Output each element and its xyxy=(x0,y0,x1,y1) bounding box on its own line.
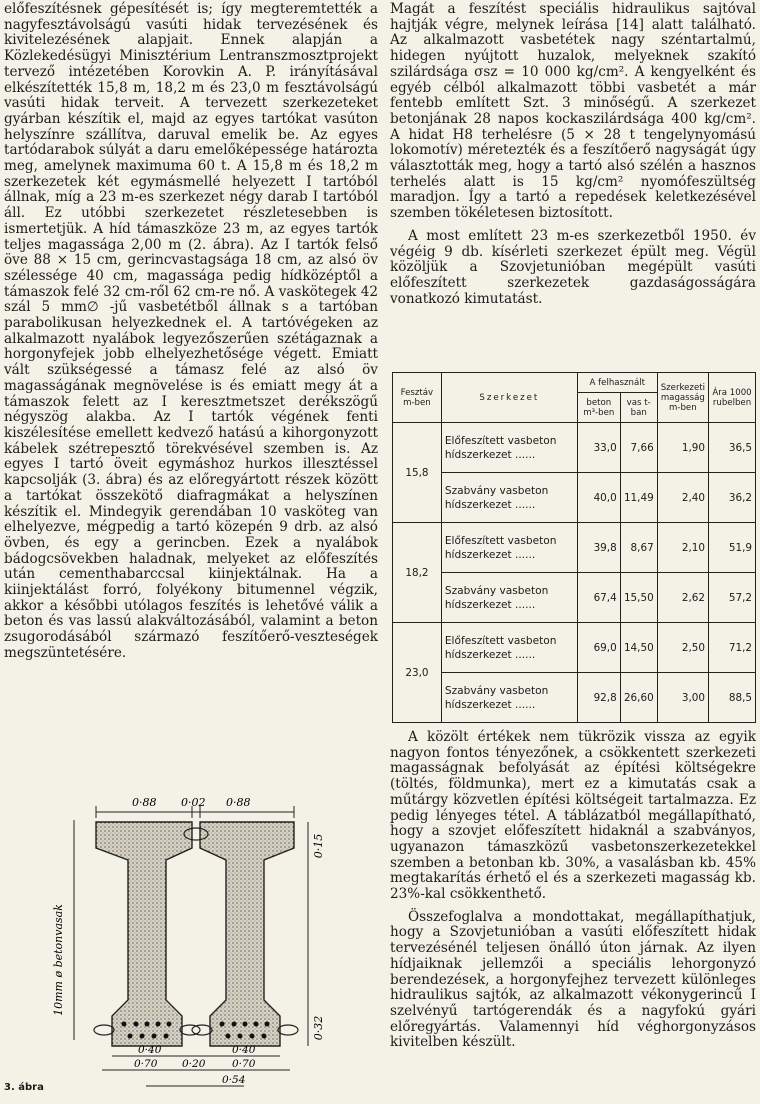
height-cell: 2,62 xyxy=(657,573,708,623)
left-paragraph: előfeszítésnek gépesítését is; így megteremtették a nagyfesztávolságú vasúti hidak tervezésének és kivitelezésének alapjait. Ennek alapján a Közlekedésügyi Minisztérium Lentranszmosztprojekt tervező intézetében Korovkin A. P. irányításával elkészítették 15,8 m, 18,2 m és 23,0 m fesztávolságú vasúti hidak terveit. A tervezett szerkezeteket gyárban készítik el, majd az egyes tartókat vasúton helyszínre szállítva, daruval emelik be. Az egyes tartódarabok súlyát a daru emelőképessége határozta meg, amelynek maximuma 60 t. A 15,8 m és 18,2 m szerkezetek két egymásmellé helyezett I tartóból állnak, míg a 23 m-es szerkezet négy darab I tartóból áll. Ez utóbbi szerkezetet részletesebben is ismertetjük. A híd támaszköze 23 m, az egyes tartók teljes magassága 2,00 m (2. ábra). Az I tartók felső öve 88 × 15 cm, gerincvastagsága 18 cm, az alsó öv szélessége 40 cm, magassága pedig hídközéptől a támaszok felé 32 cm-ről 62 cm-re nő. A vaskötegek 42 szál 5 mm∅ -jű vasbetétből állnak s a tartóban parabolikusan helyezkednek el. A tartóvégeken az alkalmazott nyalábok legyezőszerűen szétágaznak a horgonyfejek jobb elhelyezhetősége végett. Emiatt vált szükségessé a támasz felé az alsó öv magasságának megnövelése is és emiatt megy át a támaszok felett az I keresztmetszet derékszögű négyszög alakba. Az I tartók végének fenti kiszélesítése emellett kedvező hatású a kihorgonyzott kábelek szétrepesztő törekvésével szemben is. Az egyes I tartó öveit egymáshoz hurkos illesztéssel kapcsolják (3. ábra) és az előregyártott részek között a tartókat összekötő diafragmákat a helyszínen készítik el. Mindegyik gerendában 10 vasköteg van elhelyezve, mégpedig a tartó közepén 9 drb. az alsó övben, és egy a gerincben. Ezek a nyalábok bádogcsövekben haladnak, melyeket az előfeszítés után cementhabarccsal kiinjektálnak. Ha a kiinjektálást forró, folyékony bitumennel végzik, akkor a későbbi utólagos feszítés is lehetővé válik a beton és vas lassú alakváltozásából, valamint a beton zsugorodásából származó feszítőerő-veszteségek megszüntetésére. xyxy=(4,1,378,661)
conclusion-paragraph-1: A közölt értékek nem tükrözik vissza az egyik nagyon fontos tényezőnek, a csökkentett szerkezeti magasságnak befolyását az építési költségekre (töltés, földmunka), mert ez a kimutatás csak a műtárgy közvetlen építési költségeit tartalmazza. Ez pedig lényeges tétel. A táblázatból megállapítható, hogy a szovjet előfeszített hidaknál a szabványos, ugyanazon támaszközű vasbetonszerkezetekkel szemben a betonban kb. 30%, a vasalásban kb. 45% megtakarítás érhető el és a szerkezeti magasság kb. 23%-kal csökkenthető. xyxy=(390,729,756,903)
height-cell: 2,50 xyxy=(657,623,708,673)
dim-top-mid: 0·02 xyxy=(181,796,206,809)
structure-cell: Szabvány vasbeton hídszerkezet ...... xyxy=(441,673,577,723)
th-steel: vas t-ban xyxy=(620,393,657,423)
structure-cell: Előfeszített vasbeton hídszerkezet ...... xyxy=(441,423,577,473)
table-row xyxy=(393,523,756,573)
dim-bot-1: 0·40 xyxy=(138,1044,162,1056)
th-concrete: beton m³-ben xyxy=(577,393,620,423)
structure-cell: Szabvány vasbeton hídszerkezet ...... xyxy=(441,573,577,623)
table-row xyxy=(393,623,756,673)
dim-bot-6: 0·54 xyxy=(222,1074,246,1086)
steel-cell: 14,50 xyxy=(620,623,657,673)
dim-top-left: 0·88 xyxy=(132,796,157,809)
th-price: Ára 1000 rubelben xyxy=(709,373,756,423)
dim-bot-2: 0·40 xyxy=(232,1044,256,1056)
concrete-cell: 39,8 xyxy=(577,523,620,573)
dim-bot-5: 0·70 xyxy=(232,1058,256,1070)
price-cell: 36,2 xyxy=(709,473,756,523)
th-span: Fesztáv m-ben xyxy=(393,373,442,423)
th-height: Szerkezeti magasság m-ben xyxy=(657,373,708,423)
concrete-cell: 92,8 xyxy=(577,673,620,723)
steel-cell: 26,60 xyxy=(620,673,657,723)
steel-cell: 15,50 xyxy=(620,573,657,623)
steel-cell: 8,67 xyxy=(620,523,657,573)
dim-right-2: 0·32 xyxy=(312,1015,325,1041)
left-column xyxy=(4,2,378,662)
cross-section-figure xyxy=(4,790,380,1100)
price-cell: 36,5 xyxy=(709,423,756,473)
table-row xyxy=(393,573,756,623)
right-i-beam xyxy=(200,822,294,1046)
th-structure: Szerkezet xyxy=(441,373,577,423)
table-row xyxy=(393,673,756,723)
price-cell: 88,5 xyxy=(709,673,756,723)
economy-table xyxy=(392,372,756,723)
height-cell: 2,40 xyxy=(657,473,708,523)
right-column xyxy=(390,2,756,307)
table-row xyxy=(393,473,756,523)
concrete-cell: 69,0 xyxy=(577,623,620,673)
structure-cell: Előfeszített vasbeton hídszerkezet ...... xyxy=(441,623,577,673)
concrete-cell: 67,4 xyxy=(577,573,620,623)
structure-cell: Előfeszített vasbeton hídszerkezet ...... xyxy=(441,523,577,573)
right-paragraph-2: A most említett 23 m-es szerkezetből 1950. év végéig 9 db. kísérleti szerkezet épült meg. Végül közöljük a Szovjetunióban megépült vasúti előfeszített szerkezetek gazdaságosságára vonatkozó kimutatást. xyxy=(390,227,756,307)
height-cell: 1,90 xyxy=(657,423,708,473)
bottom-right-text xyxy=(390,730,756,1051)
span-cell: 23,0 xyxy=(393,623,442,723)
th-used: A felhasznált xyxy=(577,373,657,393)
steel-cell: 7,66 xyxy=(620,423,657,473)
table-row xyxy=(393,423,756,473)
structure-cell: Szabvány vasbeton hídszerkezet ...... xyxy=(441,473,577,523)
figure-caption: 3. ábra xyxy=(4,1082,44,1093)
height-cell: 2,10 xyxy=(657,523,708,573)
span-cell: 15,8 xyxy=(393,423,442,523)
dim-bot-4: 0·20 xyxy=(182,1058,206,1070)
conclusion-paragraph-2: Összefoglalva a mondottakat, megállapíthatjuk, hogy a Szovjetunióban a vasúti előfeszített hidak tervezésénél teljesen önálló úton járnak. Az ilyen hídjaiknak jellemzői a speciális lehorgonyzó berendezések, a horgonyfejhez tervezett különleges hidraulikus sajtók, az alkalmazott vékonygerincű I szelvényű tartógerendák és a nagyfokú gyári előregyártás. Valamennyi híd véghorgonyzásos kivitelben készült. xyxy=(390,908,756,1051)
dim-bot-3: 0·70 xyxy=(134,1058,158,1070)
steel-cell: 11,49 xyxy=(620,473,657,523)
price-cell: 71,2 xyxy=(709,623,756,673)
price-cell: 57,2 xyxy=(709,573,756,623)
vertical-label: 10mm ø betonvasak xyxy=(52,904,65,1016)
dim-top-right: 0·88 xyxy=(226,796,251,809)
dim-right-1: 0·15 xyxy=(312,833,325,859)
concrete-cell: 40,0 xyxy=(577,473,620,523)
left-i-beam xyxy=(96,822,192,1046)
span-cell: 18,2 xyxy=(393,523,442,623)
price-cell: 51,9 xyxy=(709,523,756,573)
concrete-cell: 33,0 xyxy=(577,423,620,473)
height-cell: 3,00 xyxy=(657,673,708,723)
right-paragraph-1: Magát a feszítést speciális hidraulikus sajtóval hajtják végre, melynek leírása [14] alatt található. Az alkalmazott vasbetétek nagy széntartalmú, hidegen nyújtott huzalok, melyeknek szakító szilárdsága σsz = 10 000 kg/cm². A kengyelként és egyéb célból alkalmazott többi vasbetét a már fentebb említett Szt. 3 minőségű. A szerkezet betonjának 28 napos kockaszilárdsága 400 kg/cm². A hidat H8 terhelésre (5 × 28 t tengelynyomású lokomotív) méretezték és a feszítőerő nagyságát úgy választották meg, hogy a tartó alsó szélén a hasznos terhelés alatt is 15 kg/cm² nyomófeszültség maradjon. Így a tartó a repedések keletkezésével szemben tökéletesen biztosított. xyxy=(390,1,756,222)
